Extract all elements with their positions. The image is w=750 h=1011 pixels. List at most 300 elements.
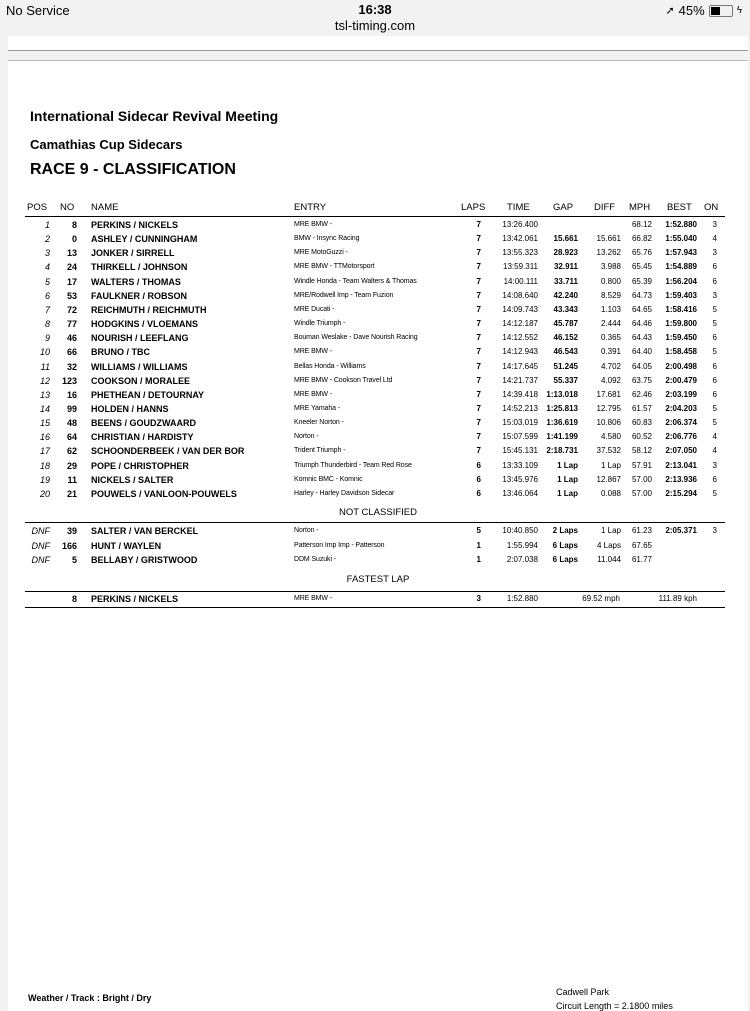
cell-diff: 4.702 [600, 361, 621, 371]
cell-laps: 7 [476, 319, 481, 329]
cell-no: 16 [66, 389, 77, 400]
cell-mph: 65.39 [631, 276, 652, 286]
cell-diff: 12.795 [596, 403, 621, 413]
cell-time: 15:03.019 [502, 418, 538, 428]
cell-on: 5 [712, 347, 717, 357]
cell-best: 1:55.040 [665, 234, 697, 244]
table-row [8, 234, 748, 248]
cell-name: NOURISH / LEEFLANG [91, 333, 189, 344]
cell-on: 3 [712, 290, 717, 300]
cell-time: 13:55.323 [502, 248, 538, 258]
cell-entry: MRE BMW - [294, 390, 332, 398]
weather-track: Weather / Track : Bright / Dry [28, 993, 152, 1003]
cell-entry: Windle Honda - Team Walters & Thomas [294, 277, 417, 285]
location-arrow-icon: ➚ [665, 5, 675, 17]
cell-laps: 7 [476, 347, 481, 357]
cell-diff: 2.444 [600, 319, 621, 329]
cell-best: 1:57.943 [665, 248, 697, 258]
not-classified-rule [25, 522, 725, 523]
cell-diff: 37.532 [596, 446, 621, 456]
cell-name: REICHMUTH / REICHMUTH [91, 304, 207, 315]
cell-name: WILLIAMS / WILLIAMS [91, 361, 188, 372]
col-diff: DIFF [594, 202, 616, 213]
cell-no: 166 [61, 540, 77, 551]
cell-best: 2:13.041 [665, 460, 697, 470]
cell-entry: Norton - [294, 433, 319, 441]
col-on: ON [704, 202, 719, 213]
cell-entry: Bellas Honda - Williams [294, 362, 366, 370]
cell-diff: 4.580 [600, 432, 621, 442]
cell-on: 6 [712, 361, 717, 371]
cell-gap: 32.911 [553, 262, 578, 272]
table-header [8, 202, 748, 216]
cell-no: 0 [71, 234, 77, 245]
cell-no: 46 [66, 333, 77, 344]
cell-name: HODGKINS / VLOEMANS [91, 319, 199, 330]
cell-gap: 2 Laps [552, 526, 578, 535]
cell-laps: 7 [476, 262, 481, 272]
table-row [8, 475, 748, 489]
cell-on: 5 [712, 319, 717, 329]
table-row [8, 404, 748, 418]
cell-pos: 14 [39, 403, 50, 414]
cell-no: 5 [71, 555, 77, 565]
cell-on: 6 [712, 333, 717, 343]
cell-on: 5 [712, 403, 717, 413]
battery-icon [709, 5, 733, 17]
cell-best: 1:59.403 [665, 290, 697, 300]
cell-laps: 1 [476, 555, 481, 564]
cell-pos: 6 [44, 290, 50, 301]
cell-entry: DDM Suzuki - [294, 556, 336, 563]
cell-time: 13:42.061 [502, 234, 538, 244]
cell-pos: 16 [39, 432, 50, 443]
table-row [8, 277, 748, 291]
cell-pos: 9 [44, 333, 50, 344]
fastest-lap-name: PERKINS / NICKELS [91, 594, 179, 604]
cell-laps: 6 [476, 460, 481, 470]
cell-best: 2:15.294 [665, 488, 697, 498]
cell-mph: 60.52 [631, 432, 652, 442]
cell-entry: MRE BMW - [294, 348, 332, 356]
cell-time: 15:07.599 [502, 432, 538, 442]
cell-diff: 0.800 [600, 276, 621, 286]
table-row [8, 446, 748, 460]
cell-time: 14:08.640 [502, 290, 538, 300]
cell-entry: Bouman Weslake - Dave Nourish Racing [294, 334, 418, 342]
cell-no: 77 [66, 319, 77, 330]
cell-laps: 7 [476, 333, 481, 343]
cell-laps: 7 [476, 432, 481, 442]
cell-no: 21 [66, 488, 77, 499]
cell-no: 24 [66, 262, 77, 273]
cell-pos: 12 [39, 375, 50, 386]
cell-no: 123 [61, 375, 77, 386]
cell-on: 6 [712, 389, 717, 399]
cell-gap: 1 Lap [557, 488, 578, 498]
cell-entry: Kneeler Norton - [294, 419, 344, 427]
table-row [8, 347, 748, 361]
cell-gap: 51.245 [553, 361, 578, 371]
cell-entry: MRE BMW - TTMotorsport [294, 263, 375, 271]
cell-time: 13:59.311 [503, 262, 538, 272]
cell-laps: 7 [476, 375, 481, 385]
table-row [8, 526, 748, 540]
cell-pos: 3 [44, 248, 50, 259]
cell-name: COOKSON / MORALEE [91, 375, 191, 386]
document-page [8, 60, 748, 1011]
cell-diff: 1 Lap [600, 460, 621, 470]
cell-gap: 15.661 [553, 234, 578, 244]
cell-best: 1:56.204 [665, 276, 697, 286]
cell-entry: BMW - Insync Racing [294, 235, 360, 243]
fastest-lap-row [8, 594, 748, 608]
fastest-lap-label: FASTEST LAP [346, 574, 410, 585]
table-row [8, 362, 748, 376]
cell-laps: 7 [476, 220, 481, 229]
cell-gap: 1:13.018 [546, 389, 578, 399]
cell-diff: 13.262 [596, 248, 621, 258]
cell-pos: 11 [40, 361, 50, 372]
cell-time: 14:39.418 [502, 389, 538, 399]
cell-mph: 67.65 [631, 540, 652, 550]
cell-pos: 17 [39, 446, 50, 457]
cell-diff: 0.088 [600, 488, 621, 498]
cell-best: 1:59.450 [665, 333, 697, 343]
cell-laps: 7 [476, 304, 481, 314]
cell-name: NICKELS / SALTER [91, 474, 174, 485]
cell-on: 5 [712, 304, 717, 314]
cell-on: 3 [712, 220, 717, 229]
cell-time: 13:45.976 [502, 474, 538, 484]
cell-mph: 57.00 [631, 474, 652, 484]
cell-best: 2:07.050 [665, 446, 697, 456]
fastest-lap-mph: 69.52 mph [582, 594, 620, 603]
cell-no: 29 [66, 460, 77, 471]
cell-time: 14:12.552 [502, 333, 538, 343]
cell-pos: 8 [44, 319, 50, 330]
cell-pos: 20 [39, 488, 50, 499]
cell-pos: DNF [31, 526, 50, 536]
clock: 16:38 [358, 2, 392, 17]
cell-gap: 1:36.619 [546, 418, 578, 428]
cell-time: 13:46.064 [502, 488, 538, 498]
cell-time: 10:40.850 [502, 526, 538, 535]
table-row [8, 262, 748, 276]
table-row [8, 319, 748, 333]
cell-diff: 1 Lap [600, 526, 621, 535]
cell-on: 6 [712, 375, 717, 385]
cell-mph: 65.76 [631, 248, 652, 258]
cell-no: 39 [66, 526, 77, 536]
cell-time: 15:45.131 [502, 446, 538, 456]
cell-name: BELLABY / GRISTWOOD [91, 555, 198, 565]
cell-mph: 64.65 [631, 304, 652, 314]
cell-diff: 15.661 [596, 234, 621, 244]
cell-time: 14:12.943 [502, 347, 538, 357]
carrier-label: No Service [6, 3, 70, 18]
table-row [8, 333, 748, 347]
cell-gap: 45.787 [553, 319, 578, 329]
url-bar[interactable]: tsl-timing.com [334, 18, 416, 33]
cell-name: WALTERS / THOMAS [91, 276, 181, 287]
event-title: International Sidecar Revival Meeting [30, 108, 279, 124]
fastest-lap-no: 8 [71, 594, 77, 604]
not-classified-label: NOT CLASSIFIED [339, 507, 417, 518]
cell-entry: Windle Triumph - [294, 320, 346, 328]
cell-entry: Triumph Thunderbird - Team Red Rose [294, 461, 412, 469]
cell-mph: 61.23 [631, 526, 652, 535]
cell-name: JONKER / SIRRELL [91, 248, 175, 259]
col-name: NAME [91, 202, 119, 213]
cell-best: 1:58.416 [665, 304, 697, 314]
cell-best: 2:04.203 [665, 403, 697, 413]
cell-laps: 1 [476, 540, 481, 550]
cell-mph: 64.46 [631, 319, 652, 329]
cell-time: 2:07.038 [506, 555, 538, 564]
cell-name: BEENS / GOUDZWAARD [91, 418, 197, 429]
previous-page-edge [8, 36, 748, 51]
cell-no: 66 [66, 347, 77, 358]
fastest-lap-rule [25, 591, 725, 592]
cell-name: HUNT / WAYLEN [91, 540, 162, 551]
cell-laps: 6 [476, 488, 481, 498]
cell-entry: Patterson Imp Imp - Patterson [294, 541, 385, 549]
table-row [8, 390, 748, 404]
cell-on: 3 [712, 460, 717, 470]
cell-laps: 7 [476, 403, 481, 413]
cell-pos: 13 [39, 389, 50, 400]
fastest-lap-kph: 111.89 kph [658, 594, 697, 603]
cell-best: 2:00.498 [665, 361, 697, 371]
cell-no: 17 [66, 276, 77, 287]
cell-pos: DNF [31, 540, 50, 551]
cell-entry: MRE Yamaha - [294, 404, 341, 412]
class-title: Camathias Cup Sidecars [30, 137, 183, 152]
cell-name: POUWELS / VANLOON-POUWELS [91, 488, 237, 499]
table-row [8, 555, 748, 569]
col-pos: POS [27, 202, 48, 213]
cell-no: 32 [66, 361, 77, 372]
cell-no: 64 [66, 432, 77, 443]
status-bar [0, 0, 750, 20]
table-row [8, 461, 748, 475]
col-best: BEST [667, 202, 692, 213]
cell-name: PHETHEAN / DETOURNAY [91, 389, 205, 400]
cell-mph: 63.75 [631, 375, 652, 385]
cell-on: 6 [712, 276, 717, 286]
cell-mph: 60.83 [631, 418, 652, 428]
table-row [8, 541, 748, 555]
cell-entry: MRE BMW - Cookson Travel Ltd [294, 376, 393, 384]
cell-on: 5 [712, 488, 717, 498]
cell-best: 2:00.479 [665, 375, 697, 385]
cell-diff: 1.103 [600, 304, 621, 314]
cell-gap: 2:18.731 [546, 446, 578, 456]
battery-percent: 45% [678, 3, 705, 18]
cell-best: 2:13.936 [665, 474, 697, 484]
col-gap: GAP [553, 202, 574, 213]
battery-fill [711, 7, 720, 15]
cell-name: BRUNO / TBC [91, 347, 150, 358]
cell-diff: 11.044 [597, 555, 621, 564]
cell-mph: 57.91 [631, 460, 652, 470]
cell-name: ASHLEY / CUNNINGHAM [91, 234, 198, 245]
cell-gap: 33.711 [553, 276, 578, 286]
cell-no: 99 [66, 403, 77, 414]
cell-best: 2:06.374 [665, 418, 697, 428]
cell-pos: DNF [31, 555, 50, 565]
cell-entry: Trident Triumph - [294, 447, 346, 455]
cell-no: 48 [66, 418, 77, 429]
cell-mph: 66.82 [631, 234, 652, 244]
cell-gap: 1:41.199 [546, 432, 578, 442]
cell-diff: 3.988 [600, 262, 621, 272]
col-time: TIME [507, 202, 530, 213]
cell-on: 5 [712, 418, 717, 428]
cell-mph: 68.12 [631, 220, 652, 229]
header-rule [25, 216, 725, 217]
cell-diff: 10.806 [596, 418, 621, 428]
cell-pos: 4 [44, 262, 50, 273]
cell-on: 3 [712, 526, 717, 535]
cell-no: 53 [66, 290, 77, 301]
table-row [8, 305, 748, 319]
cell-diff: 17.681 [596, 389, 621, 399]
cell-no: 8 [71, 220, 77, 230]
cell-gap: 42.240 [553, 290, 578, 300]
cell-time: 14:52.213 [502, 403, 538, 413]
col-laps: LAPS [461, 202, 486, 213]
cell-name: HOLDEN / HANNS [91, 403, 169, 414]
cell-entry: MRE MotoGuzzi - [294, 249, 348, 257]
cell-on: 4 [712, 234, 717, 244]
cell-gap: 46.543 [553, 347, 578, 357]
cell-best: 2:06.776 [665, 432, 697, 442]
cell-diff: 0.365 [600, 333, 621, 343]
cell-on: 6 [712, 474, 717, 484]
fastest-lap-lap: 3 [476, 594, 481, 603]
cell-no: 72 [66, 304, 77, 315]
cell-diff: 8.529 [600, 290, 621, 300]
cell-on: 4 [712, 432, 717, 442]
cell-laps: 7 [476, 361, 481, 371]
cell-time: 13:26.400 [502, 220, 538, 229]
cell-pos: 10 [39, 347, 50, 358]
cell-laps: 7 [476, 418, 481, 428]
cell-gap: 55.337 [553, 375, 578, 385]
cell-name: POPE / CHRISTOPHER [91, 460, 189, 471]
cell-diff: 4.092 [600, 375, 621, 385]
cell-entry: Norton - [294, 527, 319, 534]
cell-time: 14:12.187 [502, 319, 538, 329]
cell-mph: 62.46 [631, 389, 652, 399]
fastest-lap-time: 1:52.880 [506, 594, 538, 603]
cell-best: 1:58.458 [665, 347, 697, 357]
cell-entry: Komnic BMC - Komnic [294, 475, 363, 483]
cell-best: 1:54.889 [665, 262, 697, 272]
cell-name: SCHOONDERBEEK / VAN DER BOR [91, 446, 245, 457]
cell-entry: Harley - Harley Davidson Sidecar [294, 489, 395, 497]
cell-name: PERKINS / NICKELS [91, 220, 179, 230]
cell-name: FAULKNER / ROBSON [91, 290, 188, 301]
cell-name: SALTER / VAN BERCKEL [91, 526, 199, 536]
battery-area [665, 3, 742, 18]
cell-mph: 64.73 [631, 290, 652, 300]
cell-time: 1:55.994 [506, 540, 538, 550]
cell-gap: 1:25.813 [546, 403, 578, 413]
cell-on: 4 [712, 446, 717, 456]
cell-no: 11 [67, 474, 77, 485]
cell-diff: 12.867 [596, 474, 621, 484]
table-row [8, 376, 748, 390]
table-row [8, 489, 748, 503]
cell-pos: 2 [44, 234, 50, 245]
cell-on: 3 [712, 248, 717, 258]
cell-entry: MRE BMW - [294, 221, 332, 228]
circuit-name: Cadwell Park [556, 987, 610, 997]
cell-pos: 5 [44, 276, 50, 287]
cell-mph: 61.57 [631, 403, 652, 413]
cell-gap: 1 Lap [557, 460, 578, 470]
cell-time: 14:09.743 [502, 304, 538, 314]
circuit-length: Circuit Length = 2.1800 miles [556, 1001, 673, 1011]
cell-time: 14:00.111 [503, 276, 538, 286]
cell-pos: 19 [39, 474, 50, 485]
cell-mph: 64.40 [631, 347, 652, 357]
col-entry: ENTRY [294, 202, 327, 213]
cell-time: 14:21.737 [502, 375, 538, 385]
cell-laps: 7 [476, 248, 481, 258]
cell-time: 14:17.645 [502, 361, 538, 371]
col-mph: MPH [629, 202, 651, 213]
cell-entry: MRE Ducati - [294, 305, 335, 313]
cell-time: 13:33.109 [502, 460, 538, 470]
cell-gap: 28.923 [553, 248, 578, 258]
cell-mph: 64.05 [631, 361, 652, 371]
race-title: RACE 9 - CLASSIFICATION [30, 161, 236, 178]
cell-best: 2:03.199 [665, 389, 697, 399]
charging-icon: ϟ [736, 5, 742, 16]
cell-mph: 57.00 [631, 488, 652, 498]
cell-entry: MRE/Rodwell Imp - Team Fuzion [294, 291, 394, 299]
cell-mph: 65.45 [631, 262, 652, 272]
cell-gap: 43.343 [553, 304, 578, 314]
cell-laps: 7 [476, 446, 481, 456]
cell-mph: 64.43 [631, 333, 652, 343]
cell-pos: 7 [44, 304, 50, 315]
table-row [8, 432, 748, 446]
cell-gap: 6 Laps [552, 555, 578, 564]
cell-mph: 58.12 [631, 446, 652, 456]
cell-no: 13 [66, 248, 77, 259]
cell-pos: 18 [39, 460, 50, 471]
table-row [8, 220, 748, 234]
cell-gap: 46.152 [553, 333, 578, 343]
col-no: NO [60, 202, 75, 213]
table-row [8, 418, 748, 432]
cell-laps: 7 [476, 389, 481, 399]
cell-name: CHRISTIAN / HARDISTY [91, 432, 194, 443]
cell-mph: 61.77 [631, 555, 652, 564]
cell-laps: 6 [476, 474, 481, 484]
cell-best: 1:52.880 [665, 220, 697, 229]
cell-laps: 7 [476, 276, 481, 286]
cell-pos: 1 [44, 220, 50, 230]
cell-no: 62 [66, 446, 77, 457]
cell-best: 1:59.800 [665, 319, 697, 329]
cell-diff: 4 Laps [596, 540, 621, 550]
